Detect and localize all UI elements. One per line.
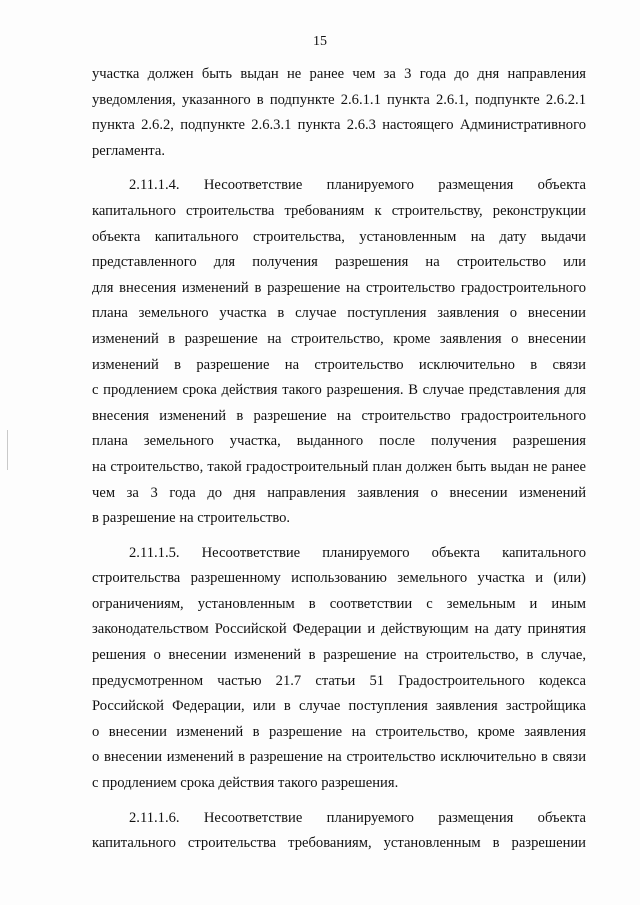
- text-line: в разрешение на строительство.: [92, 510, 291, 527]
- text-line: капитального строительства требованиям, установленным в разрешении: [92, 835, 586, 852]
- text-line: представленного для получения разрешения на строительство или: [92, 254, 586, 271]
- text-line: внесения изменений в разрешение на строительство градостроительного: [92, 407, 586, 424]
- text-line: для внесения изменений в разрешение на строительство градостроительного: [92, 279, 586, 296]
- paragraph-2-11-1-5: [92, 541, 586, 797]
- paragraph-continuation: [92, 62, 586, 164]
- text-line: изменений в разрешение на строительство исключительно в связи: [92, 356, 586, 373]
- text-line: чем за 3 года до дня направления заявления о внесении изменений: [92, 484, 586, 501]
- text-line: предусмотренном частью 21.7 статьи 51 Градостроительного кодекса: [92, 672, 586, 689]
- text-line: решения о внесении изменений в разрешение на строительство, в случае,: [92, 647, 586, 664]
- scan-artifact: [7, 430, 8, 470]
- text-line: о внесении изменений в разрешение на строительство исключительно в связи: [92, 749, 586, 766]
- text-line: с продлением срока действия такого разрешения. В случае представления для: [92, 382, 586, 399]
- text-line: регламента.: [92, 142, 165, 159]
- text-line: участка должен быть выдан не ранее чем за 3 года до дня направления: [92, 66, 586, 82]
- paragraph-2-11-1-4: [92, 173, 586, 531]
- page-number: 15: [313, 34, 327, 49]
- text-line: с продлением срока действия такого разрешения.: [92, 775, 399, 792]
- text-line: о внесении изменений в разрешение на строительство, кроме заявления: [92, 723, 586, 740]
- text-line: ограничениям, установленным в соответствии с земельным и иным: [92, 595, 586, 612]
- text-line: строительства разрешенному использованию земельного участка и (или): [92, 570, 586, 587]
- text-line: плана земельного участка в случае поступления заявления о внесении: [92, 305, 586, 322]
- text-line: пункта 2.6.2, подпункте 2.6.3.1 пункта 2.6.3 настоящего Административного: [92, 117, 586, 134]
- text-line: законодательством Российской Федерации и действующим на дату принятия: [92, 621, 586, 638]
- text-line: 2.11.1.4. Несоответствие планируемого размещения объекта: [129, 177, 586, 194]
- text-line: на строительство, такой градостроительный план должен быть выдан не ранее: [92, 458, 586, 475]
- paragraph-2-11-1-6: [92, 806, 586, 857]
- text-line: Российской Федерации, или в случае поступления заявления застройщика: [92, 698, 586, 715]
- text-line: плана земельного участка, выданного после получения разрешения: [92, 433, 586, 450]
- text-line: 2.11.1.5. Несоответствие планируемого объекта капитального: [129, 544, 586, 561]
- text-line: капитального строительства требованиям к строительству, реконструкции: [92, 202, 586, 219]
- text-line: уведомления, указанного в подпункте 2.6.1.1 пункта 2.6.1, подпункте 2.6.2.1: [92, 91, 586, 108]
- document-body: [92, 62, 586, 857]
- text-line: 2.11.1.6. Несоответствие планируемого размещения объекта: [129, 809, 586, 826]
- text-line: изменений в разрешение на строительство, кроме заявления о внесении: [92, 330, 586, 347]
- text-line: объекта капитального строительства, установленным на дату выдачи: [92, 228, 586, 245]
